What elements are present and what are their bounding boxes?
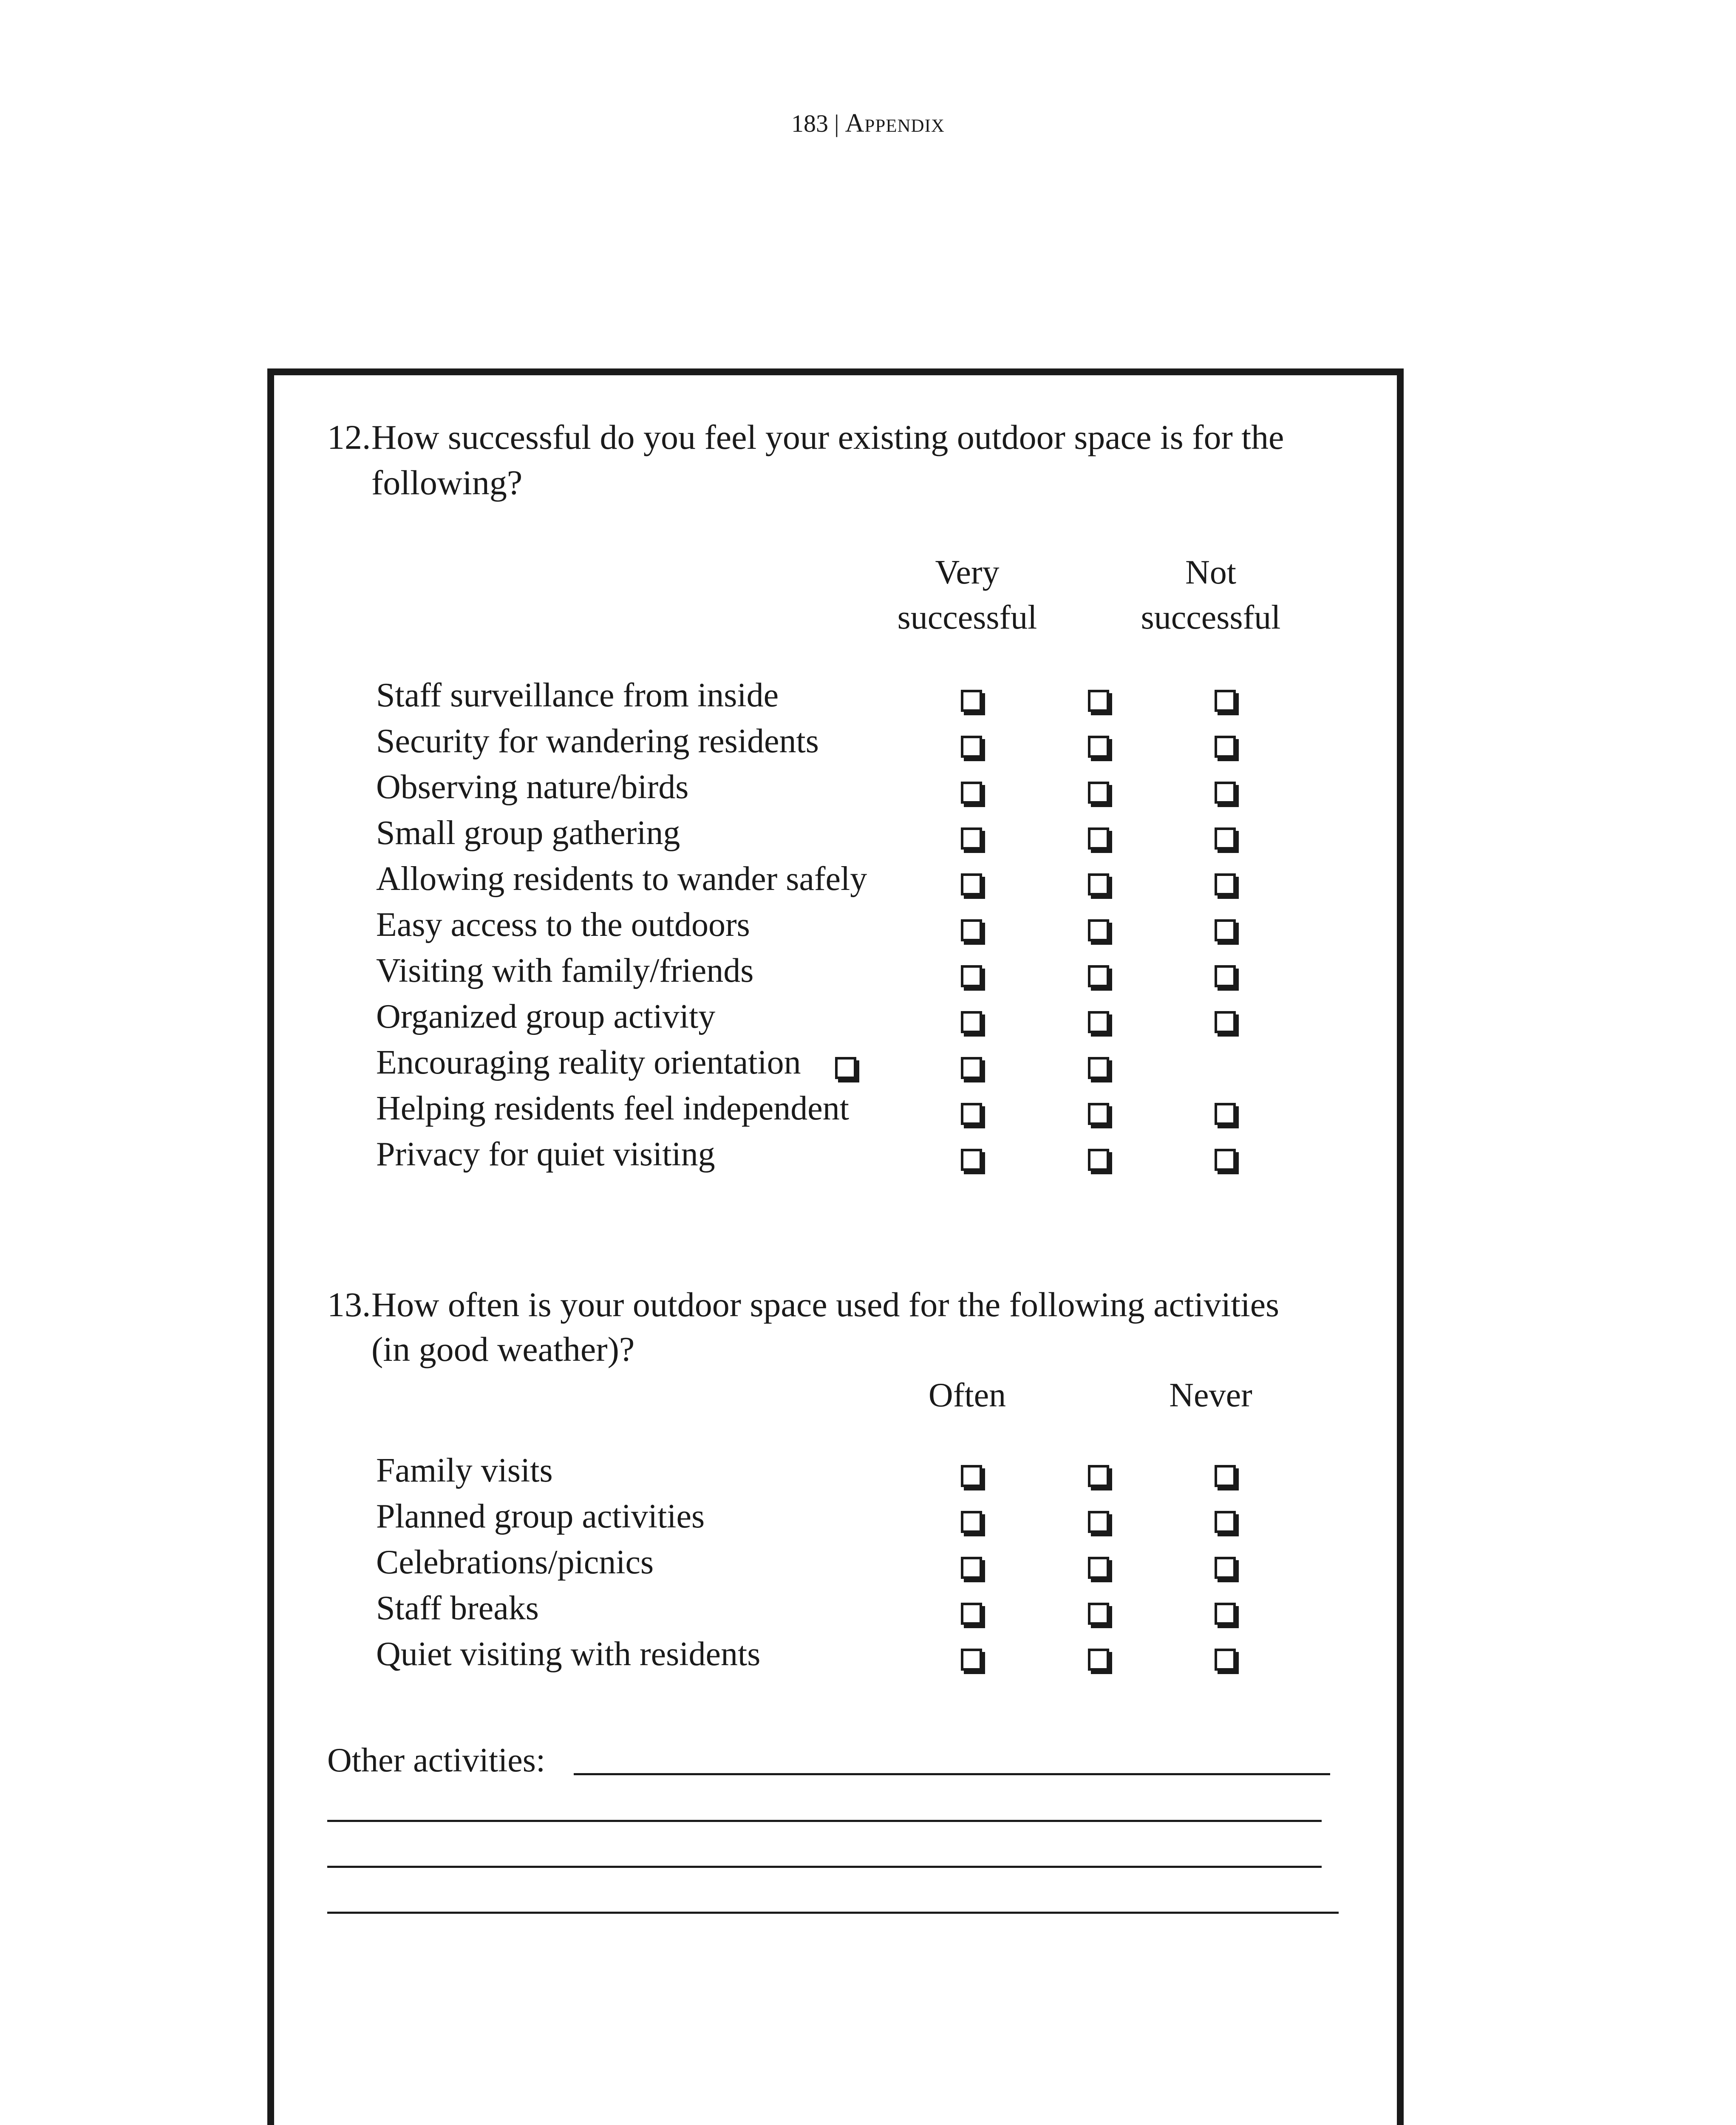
q13-checkbox-row5-col2[interactable] xyxy=(1088,1649,1109,1671)
q13-item-label: Family visits xyxy=(376,1452,553,1489)
q12-checkbox-row5-col1[interactable] xyxy=(961,873,982,895)
q13-checkbox-row2-col3[interactable] xyxy=(1215,1511,1236,1533)
running-head-separator: | xyxy=(834,110,839,137)
other-activities-line-4[interactable] xyxy=(327,1912,1339,1914)
q13-question: How often is your outdoor space used for the following activities xyxy=(371,1285,1280,1324)
q12-checkbox-row10-col1[interactable] xyxy=(961,1103,982,1125)
q13-checkbox-row4-col2[interactable] xyxy=(1088,1603,1109,1625)
q13-scale-right: Never xyxy=(1169,1377,1252,1414)
q12-item-label: Visiting with family/friends xyxy=(376,952,754,989)
q13-checkbox-row3-col2[interactable] xyxy=(1088,1557,1109,1579)
q12-checkbox-row2-col3[interactable] xyxy=(1215,736,1236,758)
q12-number: 12. xyxy=(327,418,371,456)
running-head xyxy=(0,108,1736,140)
section-title: Appendix xyxy=(845,109,945,138)
q13-checkbox-row1-col3[interactable] xyxy=(1215,1465,1236,1487)
q12-item-label: Small group gathering xyxy=(376,814,680,852)
q12-item-label: Security for wandering residents xyxy=(376,722,819,760)
q12-item-label: Privacy for quiet visiting xyxy=(376,1136,715,1173)
q13-checkbox-row1-col2[interactable] xyxy=(1088,1465,1109,1487)
q12-item-label: Easy access to the outdoors xyxy=(376,906,750,944)
q12-checkbox-row7-col2[interactable] xyxy=(1088,965,1109,987)
q12-item-label: Allowing residents to wander safely xyxy=(376,860,867,898)
q12-checkbox-row4-col2[interactable] xyxy=(1088,827,1109,850)
q12-item-label: Staff surveillance from inside xyxy=(376,677,779,714)
q12-question: How successful do you feel your existing outdoor space is for the xyxy=(371,418,1284,456)
q12-checkbox-row4-col1[interactable] xyxy=(961,827,982,850)
q12-checkbox-row3-col3[interactable] xyxy=(1215,782,1236,804)
q12-item-label: Helping residents feel independent xyxy=(376,1090,849,1127)
q12-checkbox-row7-col3[interactable] xyxy=(1215,965,1236,987)
q13-checkbox-row4-col3[interactable] xyxy=(1215,1603,1236,1625)
q12-checkbox-row11-col1[interactable] xyxy=(961,1149,982,1171)
q12-scale-right-line1: Not xyxy=(1185,554,1236,591)
q12-checkbox-row11-col3[interactable] xyxy=(1215,1149,1236,1171)
q12-checkbox-row5-col2[interactable] xyxy=(1088,873,1109,895)
q13-checkbox-row3-col1[interactable] xyxy=(961,1557,982,1579)
q12-scale-left-line2: successful xyxy=(897,599,1037,636)
q12-checkbox-row3-col1[interactable] xyxy=(961,782,982,804)
q13-checkbox-row2-col2[interactable] xyxy=(1088,1511,1109,1533)
q12-checkbox-row8-col3[interactable] xyxy=(1215,1011,1236,1033)
q12-checkbox-row10-col3[interactable] xyxy=(1215,1103,1236,1125)
q12-checkbox-row5-col3[interactable] xyxy=(1215,873,1236,895)
q13-text-line1 xyxy=(327,1282,1279,1327)
q12-checkbox-row1-col1[interactable] xyxy=(961,690,982,712)
q12-item-label: Organized group activity xyxy=(376,998,716,1035)
other-activities-line-3[interactable] xyxy=(327,1866,1322,1868)
q12-scale-right-line2: successful xyxy=(1141,599,1281,636)
q12-checkbox-row1-col2[interactable] xyxy=(1088,690,1109,712)
q13-item-label: Quiet visiting with residents xyxy=(376,1635,761,1673)
q12-item-label: Encouraging reality orientation xyxy=(376,1044,801,1081)
q13-checkbox-row3-col3[interactable] xyxy=(1215,1557,1236,1579)
other-activities-line-2[interactable] xyxy=(327,1820,1322,1822)
q12-checkbox-row7-col1[interactable] xyxy=(961,965,982,987)
q13-item-label: Planned group activities xyxy=(376,1498,705,1535)
q13-number: 13. xyxy=(327,1285,371,1324)
q12-item-label: Observing nature/birds xyxy=(376,768,689,806)
q13-checkbox-row2-col1[interactable] xyxy=(961,1511,982,1533)
q12-checkbox-row3-col2[interactable] xyxy=(1088,782,1109,804)
q12-checkbox-row6-col2[interactable] xyxy=(1088,919,1109,941)
q13-checkbox-row1-col1[interactable] xyxy=(961,1465,982,1487)
q12-scale-left-line1: Very xyxy=(935,554,1000,591)
q12-checkbox-row2-col1[interactable] xyxy=(961,736,982,758)
q13-checkbox-row5-col1[interactable] xyxy=(961,1649,982,1671)
q12-text-line1 xyxy=(327,414,1284,460)
q12-checkbox-row9-col2[interactable] xyxy=(1088,1057,1109,1079)
q12-checkbox-row1-col3[interactable] xyxy=(1215,690,1236,712)
other-activities-line-1[interactable] xyxy=(574,1773,1330,1775)
q12-checkbox-row6-col3[interactable] xyxy=(1215,919,1236,941)
q13-item-label: Staff breaks xyxy=(376,1590,539,1627)
other-activities-label: Other activities: xyxy=(327,1742,546,1779)
q13-text-line2: (in good weather)? xyxy=(371,1330,635,1368)
q12-checkbox-row4-col3[interactable] xyxy=(1215,827,1236,850)
running-head-section xyxy=(845,109,945,138)
q12-checkbox-row9-col1[interactable] xyxy=(961,1057,982,1079)
q12-checkbox-row8-col2[interactable] xyxy=(1088,1011,1109,1033)
q13-checkbox-row4-col1[interactable] xyxy=(961,1603,982,1625)
q12-text-line2: following? xyxy=(371,463,523,502)
q13-item-label: Celebrations/picnics xyxy=(376,1544,654,1581)
q12-checkbox-row9-col3[interactable] xyxy=(835,1057,856,1079)
q13-checkbox-row5-col3[interactable] xyxy=(1215,1649,1236,1671)
q12-checkbox-row8-col1[interactable] xyxy=(961,1011,982,1033)
q12-checkbox-row6-col1[interactable] xyxy=(961,919,982,941)
page-number: 183 xyxy=(791,110,828,137)
q13-scale-left: Often xyxy=(928,1377,1006,1414)
q12-checkbox-row10-col2[interactable] xyxy=(1088,1103,1109,1125)
q12-checkbox-row2-col2[interactable] xyxy=(1088,736,1109,758)
q12-checkbox-row11-col2[interactable] xyxy=(1088,1149,1109,1171)
